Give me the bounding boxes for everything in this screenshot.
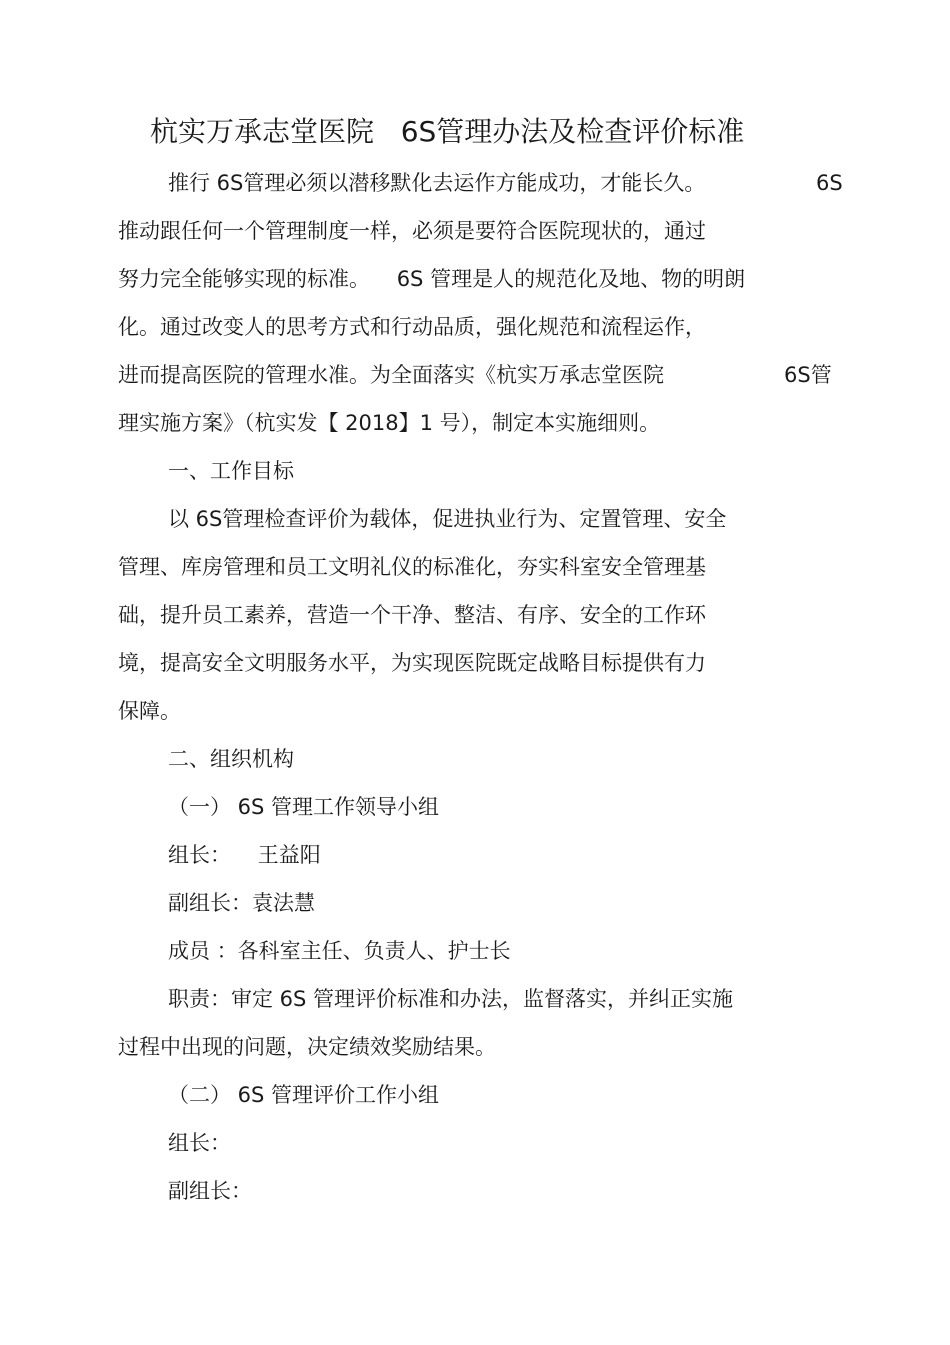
intro-line-4: 化。通过改变人的思考方式和行动品质，强化规范和流程运作， — [118, 315, 706, 339]
intro-line-6: 理实施方案》（杭实发【 2018】1 号），制定本实施细则。 — [118, 411, 661, 435]
group-1-leader: 组长： 王益阳 — [168, 843, 321, 867]
section-1-line-1: 以 6S管理检查评价为载体，促进执业行为、定置管理、安全 — [168, 507, 727, 531]
intro-line-1-tail: 6S — [816, 171, 843, 195]
section-1-line-4: 境，提高安全文明服务水平，为实现医院既定战略目标提供有力 — [118, 651, 706, 675]
group-1-duty-line-2: 过程中出现的问题，决定绩效奖励结果。 — [118, 1035, 496, 1059]
document-title: 杭实万承志堂医院 6S管理办法及检查评价标准 — [150, 115, 745, 148]
intro-line-3: 努力完全能够实现的标准。 6S 管理是人的规范化及地、物的明朗 — [118, 267, 746, 291]
group-2-heading: （二） 6S 管理评价工作小组 — [168, 1083, 440, 1107]
group-2-deputy: 副组长： — [168, 1179, 252, 1203]
intro-line-5-tail: 6S管 — [784, 363, 832, 387]
section-2-heading: 二、组织机构 — [168, 747, 294, 771]
group-1-members: 成员 ：各科室主任、负责人、护士长 — [168, 939, 511, 963]
section-1-heading: 一、工作目标 — [168, 459, 294, 483]
intro-line-1: 推行 6S管理必须以潜移默化去运作方能成功，才能长久。 — [168, 171, 706, 195]
intro-line-2: 推动跟任何一个管理制度一样，必须是要符合医院现状的，通过 — [118, 219, 706, 243]
group-2-leader: 组长： — [168, 1131, 231, 1155]
section-1-line-5: 保障。 — [118, 699, 181, 723]
group-1-deputy: 副组长：袁法慧 — [168, 891, 315, 915]
intro-line-5: 进而提高医院的管理水准。为全面落实《杭实万承志堂医院 — [118, 363, 664, 387]
section-1-line-2: 管理、库房管理和员工文明礼仪的标准化，夯实科室安全管理基 — [118, 555, 706, 579]
group-1-heading: （一） 6S 管理工作领导小组 — [168, 795, 440, 819]
group-1-duty-line-1: 职责：审定 6S 管理评价标准和办法，监督落实，并纠正实施 — [168, 987, 734, 1011]
section-1-line-3: 础，提升员工素养，营造一个干净、整洁、有序、安全的工作环 — [118, 603, 706, 627]
